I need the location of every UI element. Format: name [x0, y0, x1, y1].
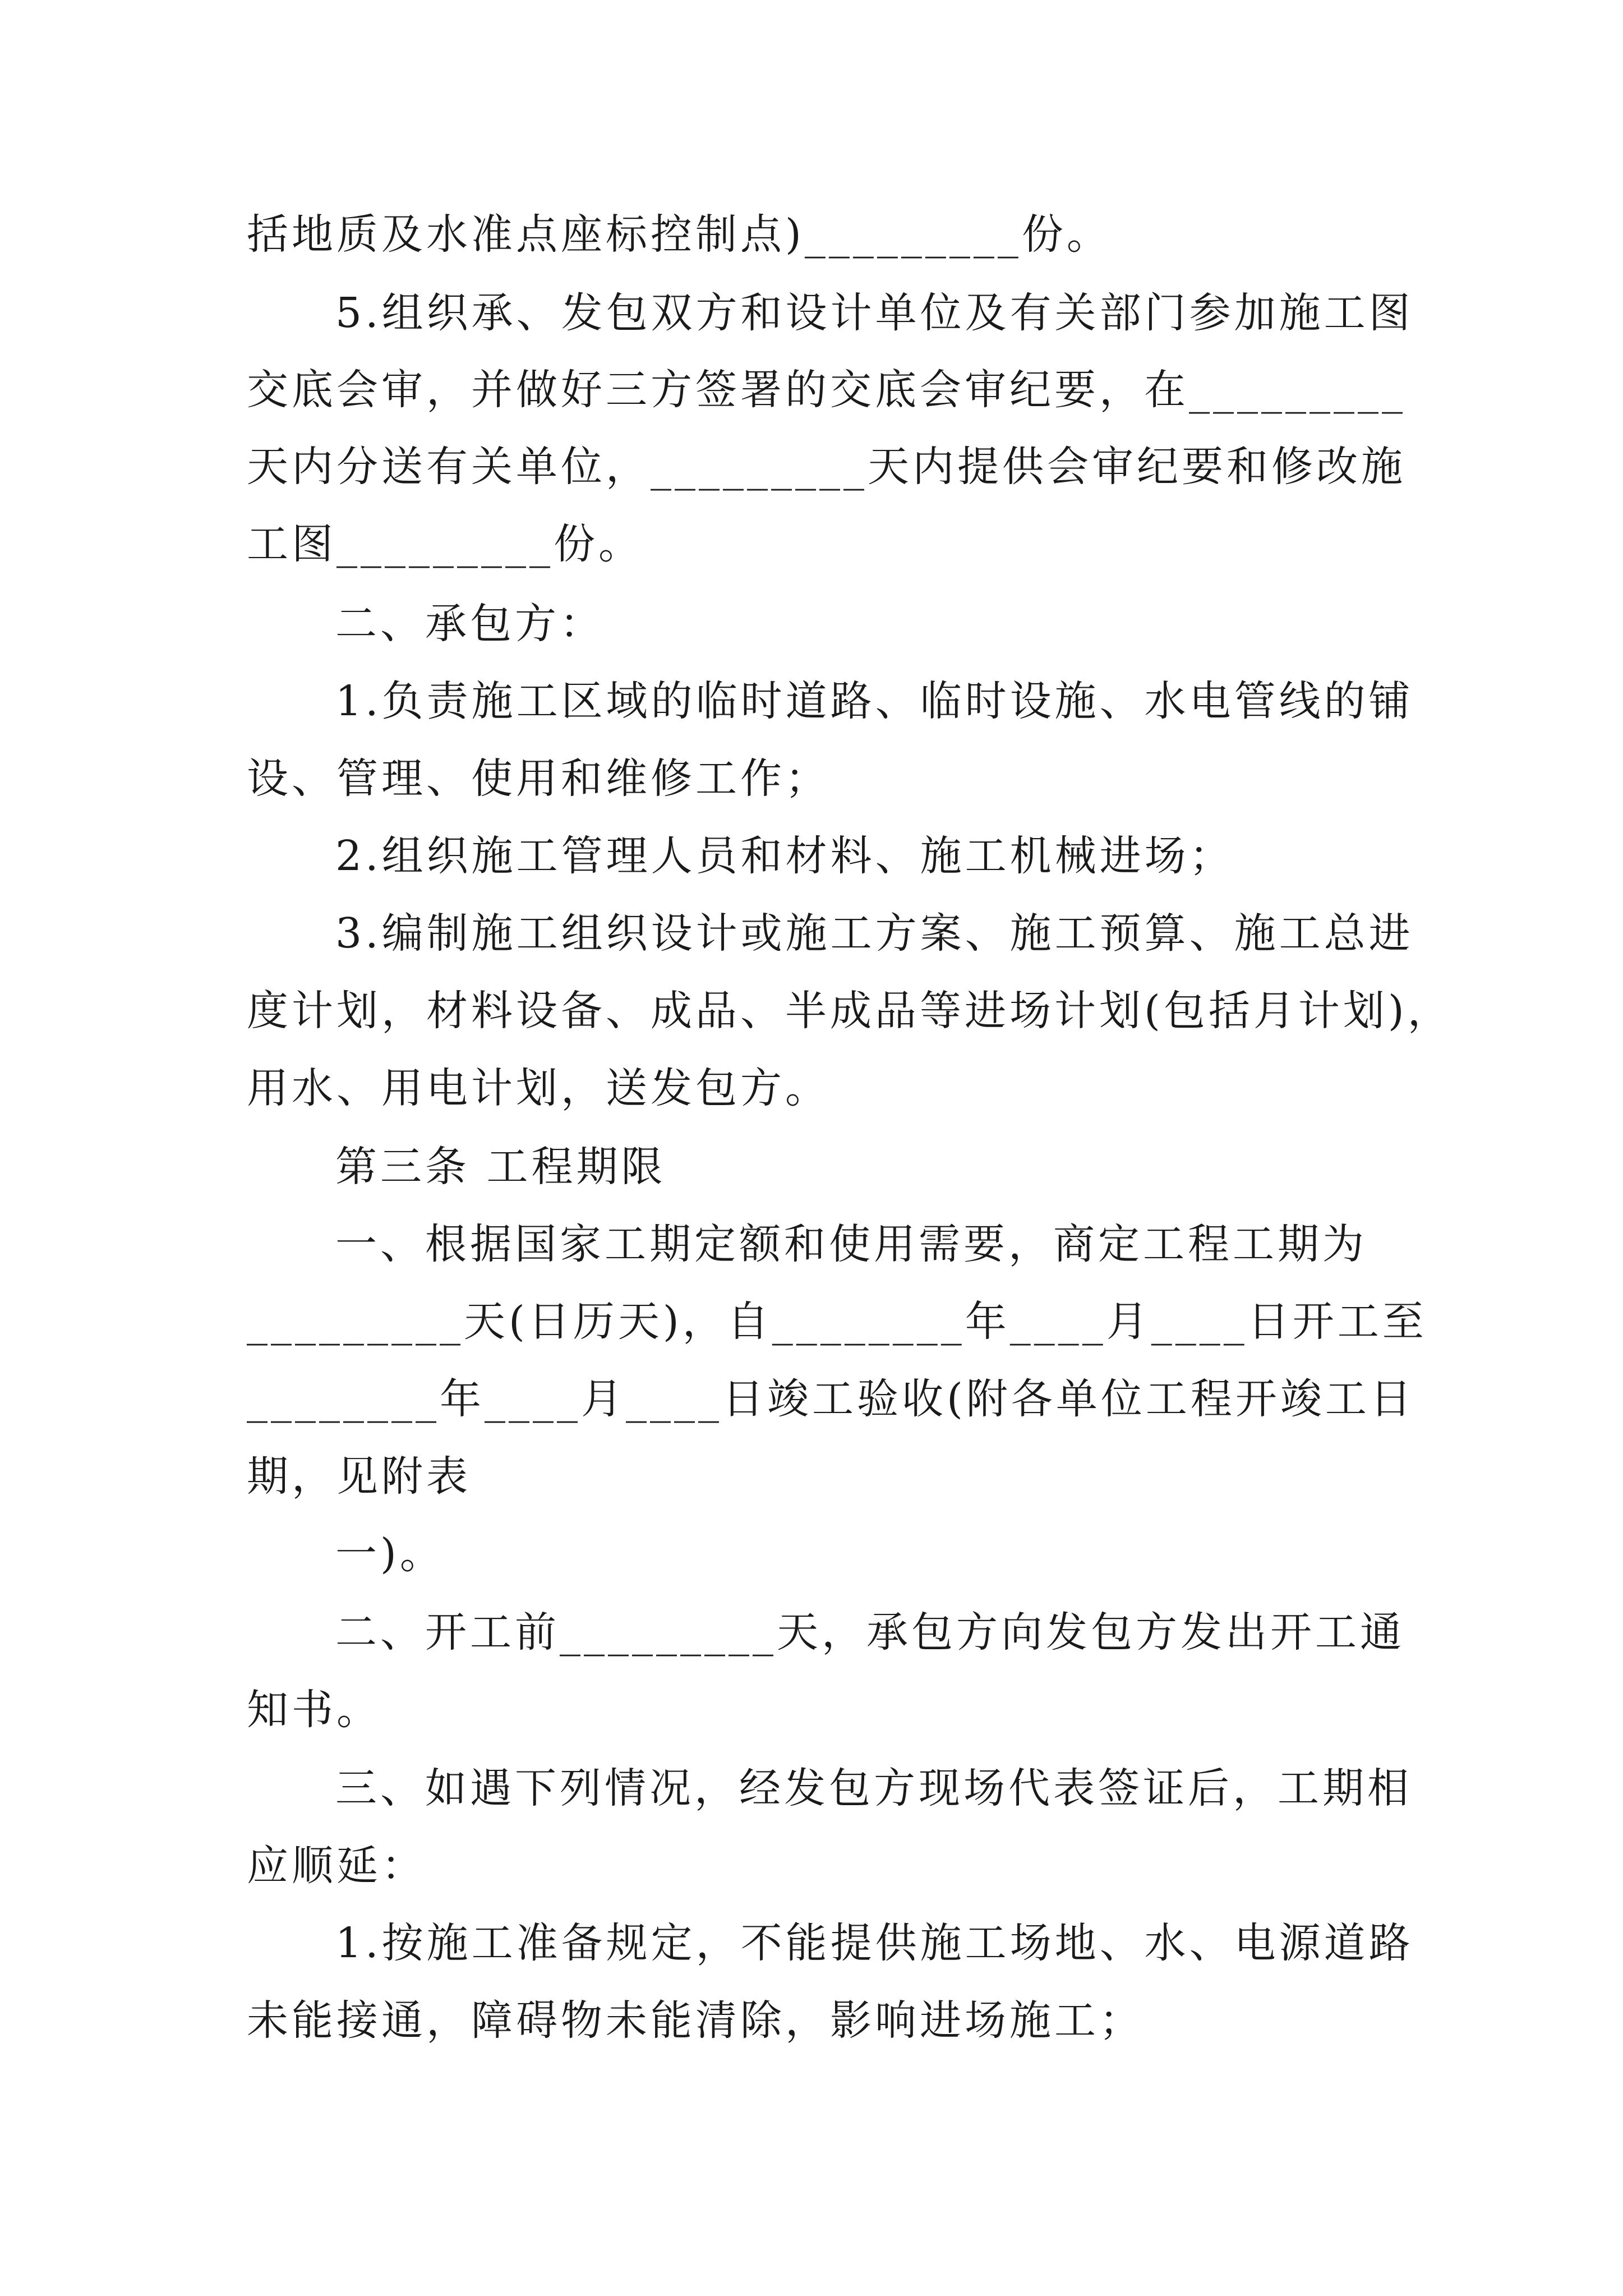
text-line: 一、根据国家工期定额和使用需要，商定工程工期为 [335, 1220, 1367, 1268]
text-line: 2.组织施工管理人员和材料、施工机械进场； [335, 832, 1234, 880]
text-line: 三、如遇下列情况，经发包方现场代表签证后，工期相 [335, 1764, 1412, 1812]
text-line: 知书。 [247, 1686, 381, 1734]
text-line: 用水、用电计划，送发包方。 [247, 1064, 830, 1112]
text-line: 未能接通，障碍物未能清除，影响进场施工； [247, 1996, 1144, 2045]
text-line: 5.组织承、发包双方和设计单位及有关部门参加施工图 [335, 289, 1414, 337]
text-line: _________天(日历天)，自________年____月____日开工至 [247, 1297, 1427, 1346]
text-line: 天内分送有关单位，_________天内提供会审纪要和修改施 [247, 443, 1406, 491]
text-line: 括地质及水准点座标控制点)_________份。 [247, 210, 1112, 259]
text-line: 1.负责施工区域的临时道路、临时设施、水电管线的铺 [335, 677, 1414, 725]
text-line: 工图_________份。 [247, 520, 643, 568]
text-line: 一)。 [335, 1530, 445, 1578]
text-line: 3.编制施工组织设计或施工方案、施工预算、施工总进 [335, 909, 1414, 958]
text-line: 度计划，材料设备、成品、半成品等进场计划(包括月计划)， [247, 987, 1453, 1035]
text-line: 应顺延： [247, 1842, 426, 1890]
text-line: 二、开工前_________天，承包方向发包方发出开工通 [335, 1608, 1405, 1657]
text-line: 交底会审，并做好三方签署的交底会审纪要，在_________ [247, 366, 1406, 414]
text-line: 设、管理、使用和维修工作； [247, 754, 830, 803]
text-line: 1.按施工准备规定，不能提供施工场地、水、电源道路 [335, 1919, 1414, 1967]
text-line: ________年____月____日竣工验收(附各单位工程开竣工日 [247, 1375, 1415, 1423]
text-line: 期，见附表 [247, 1452, 471, 1501]
section-heading: 二、承包方： [335, 600, 605, 648]
article-heading: 第三条 工程期限 [335, 1143, 666, 1191]
